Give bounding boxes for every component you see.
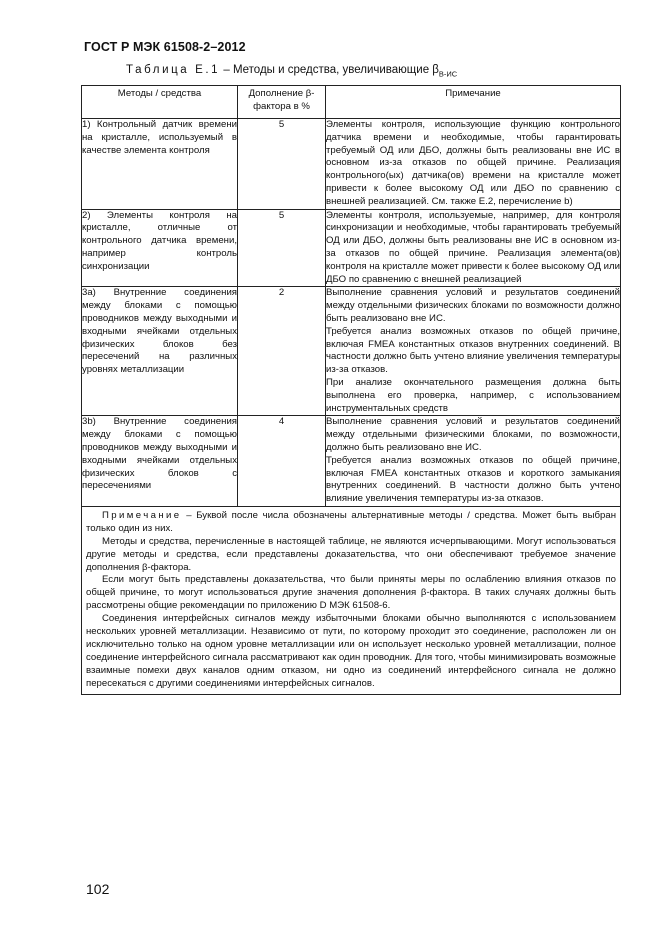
table-row: [82, 287, 621, 416]
note-paragraph: При анализе окончательного размещения должна быть выполнена его проверка, например, с использованием инструментальных средств: [326, 376, 620, 414]
table-caption-subscript: В-ИС: [438, 69, 458, 79]
method-cell: 2) Элементы контроля на кристалле, отличные от контрольного датчика времени, например контроль синхронизации: [82, 209, 238, 287]
beta-cell: 5: [238, 119, 326, 210]
footnote-first-paragraph: [86, 510, 616, 536]
footnote-label: Примечание: [102, 509, 182, 521]
method-cell: 1) Контрольный датчик времени на кристалле, используемый в качестве элемента контроля: [82, 119, 238, 210]
note-paragraph: Требуется анализ возможных отказов по общей причине, включая FMEA константных отказов и короткого замыкания внутренних соединений. В частности должно быть учтено влияние увеличения температуры из-за отказов.: [326, 454, 620, 505]
notes-cell: [326, 416, 621, 507]
footnote-first-text: – Буквой после числа обозначены альтернативные методы / средства. Может быть выбран только один из них.: [86, 509, 616, 534]
notes-cell: [326, 287, 621, 416]
table-caption-label: Таблица Е.1: [126, 64, 221, 76]
table-row: [82, 119, 621, 210]
table-caption: [126, 64, 457, 78]
method-cell: 3b) Внутренние соединения между блоками с помощью проводников между выходными и входными ячейками отдельных физических блоков с пересечениями: [82, 416, 238, 507]
page-number: 102: [86, 881, 110, 897]
table-header-row: [82, 86, 621, 119]
footnote-paragraph: Соединения интерфейсных сигналов между избыточными блоками обычно выполняются с использованием нескольких уровней металлизации. Независимо от пути, по которому проходит это соединение, расположен ли он исключительно только на одном уровне металлизации или он использует несколько уровней металлизации, полное соединение интерфейсного сигнала рассматривают как один проводник. Для того, чтобы минимизировать возможные взаимные помехи двух каналов одним отказом, ни одно из соединений интерфейсного сигнала не должно пересекаться с другими соединениями интерфейсных сигналов.: [86, 613, 616, 689]
column-header-methods: Методы / средства: [82, 86, 238, 119]
beta-cell: 4: [238, 416, 326, 507]
note-paragraph: Элементы контроля, используемые, например, для контроля синхронизации и необходимые, чтобы гарантировать требуемый ОД или ДБО, должны быть реализованы вне ИС в основном из-за отказов по общей причине. Реализация элемента(ов) контроля на кристалле может привести к более высокому ОД или ДБО по сравнению с внешней реализацией: [326, 209, 620, 285]
table-row: [82, 209, 621, 287]
table-caption-title: – Методы и средства, увеличивающие β: [220, 64, 439, 76]
table-footnote-row: [82, 506, 621, 694]
methods-table: [81, 85, 621, 695]
beta-cell: 5: [238, 209, 326, 287]
note-paragraph: Элементы контроля, использующие функцию контрольного датчика времени и необходимые, чтобы гарантировать требуемый ОД или ДБО, должны быть реализованы вне ИС в основном из-за отказов по общей причине. Реализация контрольного(ых) датчика(ов) времени на кристалле может привести к более высокому ОД или ДБО по сравнению с внешней реализацией. См. также Е.2, перечисление b): [326, 119, 620, 207]
method-cell: 3а) Внутренние соединения между блоками с помощью проводников между выходными и входными ячейками отдельных физических блоков без пересечений на различных уровнях металлизации: [82, 287, 238, 416]
note-paragraph: Выполнение сравнения условий и результатов соединений между отдельными физических блоками по возможности должно быть реализовано вне ИС.: [326, 287, 620, 324]
column-header-notes: Примечание: [326, 86, 621, 119]
notes-cell: [326, 209, 621, 287]
footnote-paragraph: Если могут быть представлены доказательства, что были приняты меры по ослаблению влияния отказов по общей причине, то могут использоваться другие значения дополнения β-фактора. В таких случаях должны быть рассмотрены общие рекомендации по приложению D МЭК 61508-6.: [86, 574, 616, 612]
footnote-paragraph: Методы и средства, перечисленные в настоящей таблице, не являются исчерпывающими. Могут использоваться другие методы и средства, если представлены доказательства, что они обеспечивают требуемое значение дополнения β-фактора.: [86, 535, 616, 573]
note-paragraph: Выполнение сравнения условий и результатов соединений между отдельными физическими блоками, по возможности, должно быть реализовано вне ИС.: [326, 416, 620, 453]
table-footnote: [82, 506, 621, 694]
beta-cell: 2: [238, 287, 326, 416]
column-header-beta: Дополнение β-фактора в %: [238, 86, 326, 119]
document-header: ГОСТ Р МЭК 61508-2–2012: [84, 40, 246, 54]
notes-cell: [326, 119, 621, 210]
table-row: [82, 416, 621, 507]
note-paragraph: Требуется анализ возможных отказов по общей причине, включая FMEA константных отказов внутренних соединений. В частности должно быть учтено влияние увеличения температуры из-за отказов.: [326, 325, 620, 376]
